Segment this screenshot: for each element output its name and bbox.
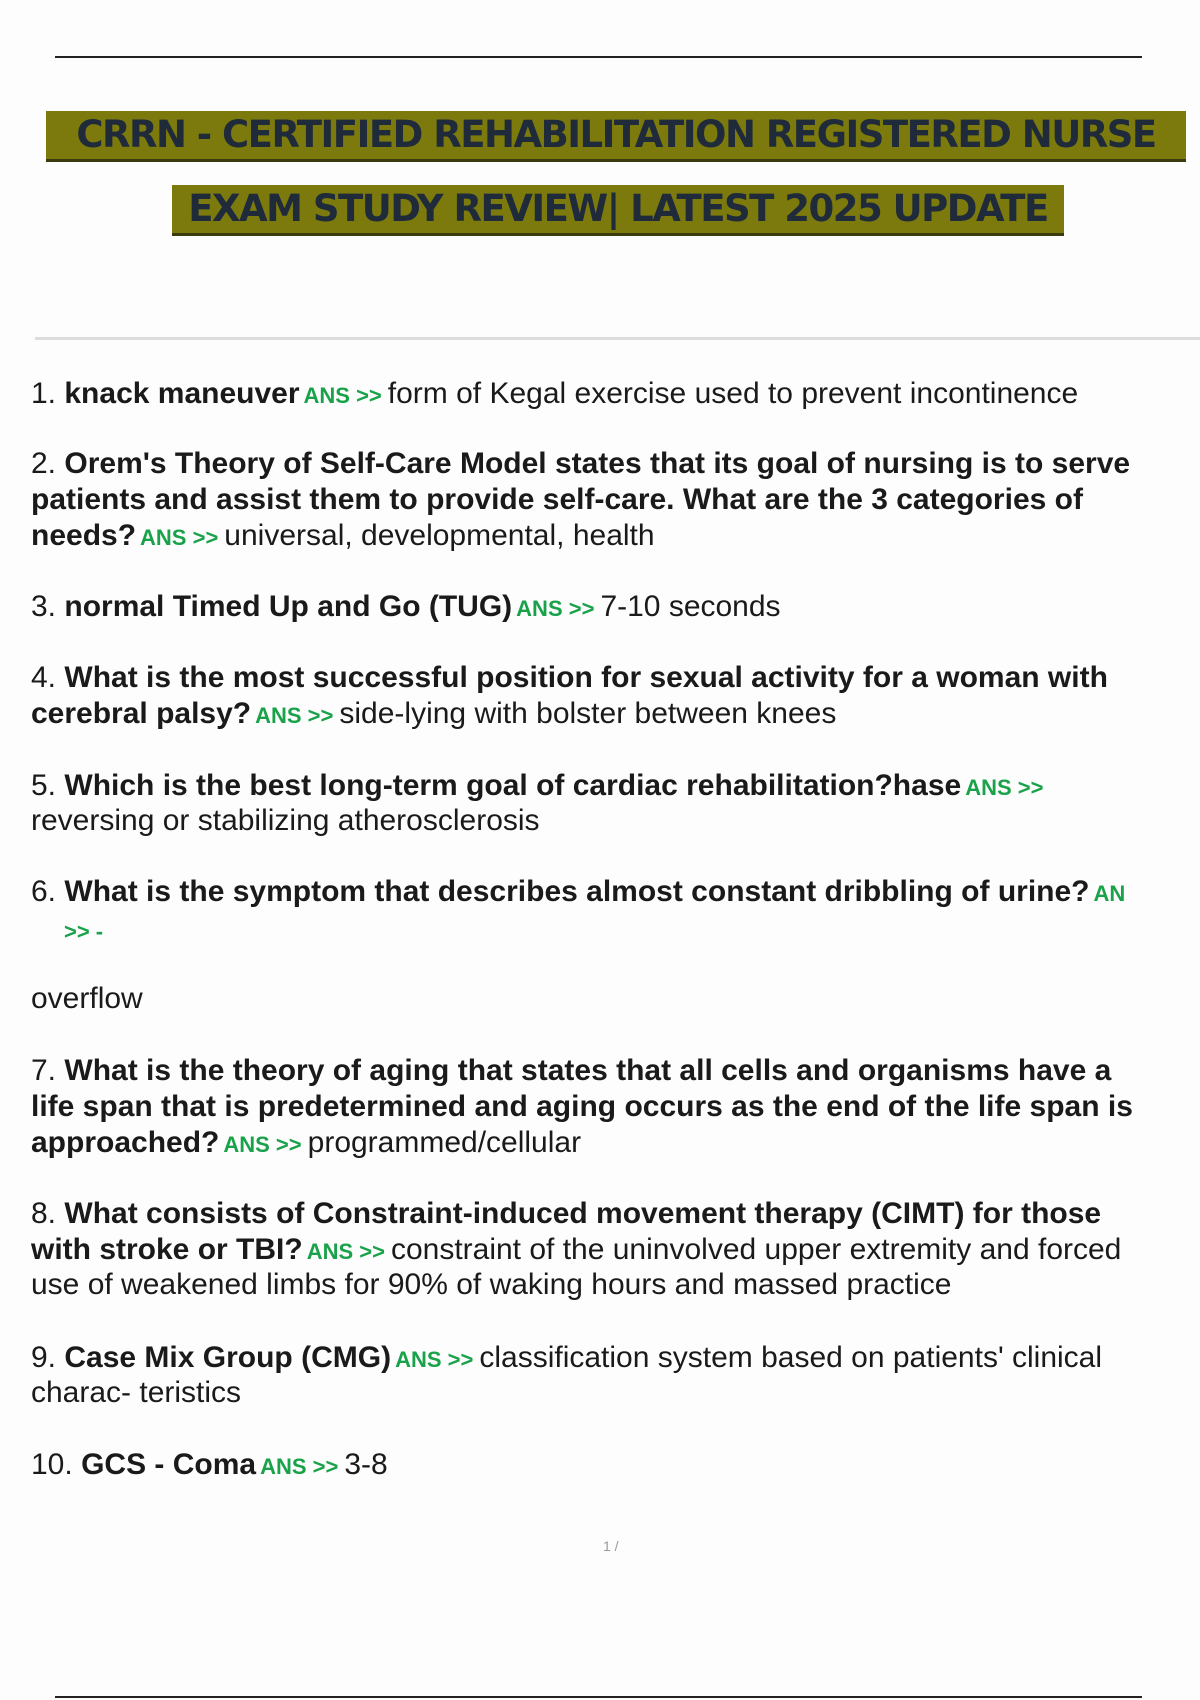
section-divider: [35, 337, 1200, 340]
question-text: Orem's Theory of Self-Care Model states that its goal of nursing is to serve: [64, 447, 1131, 480]
answer-text: side-lying with bolster between knees: [339, 697, 837, 730]
qa-item-2: 2. Orem's Theory of Self-Care Model states that its goal of nursing is to serve: [31, 447, 1131, 480]
header-rule: [55, 56, 1142, 58]
question-text: Which is the best long-term goal of cardiac rehabilitation?hase: [64, 769, 962, 802]
qa-item-1: 1. knack maneuver ANS >> form of Kegal exercise used to prevent incontinence: [31, 377, 1079, 410]
qa-item-7-line-2: [31, 1089, 1200, 1125]
qa-item-2-line-2: [31, 482, 1200, 518]
footer-rule: [55, 1696, 1142, 1698]
answer-text: 3-8: [344, 1448, 388, 1481]
answer-text: reversing or stabilizing atherosclerosis: [31, 804, 540, 837]
question-text: What is the theory of aging that states that all cells and organisms have a: [64, 1054, 1112, 1087]
qa-item-8: 8. What consists of Constraint-induced movement therapy (CIMT) for those: [31, 1197, 1102, 1230]
qa-item-7: 7. What is the theory of aging that states that all cells and organisms have a: [31, 1054, 1112, 1087]
qa-item-7-line-3: [31, 1125, 1200, 1163]
answer-text: overflow: [31, 982, 143, 1015]
ans-marker: ANS >>: [303, 383, 382, 408]
question-text: needs?: [31, 519, 137, 552]
document-title-line-2: EXAM STUDY REVIEW| LATEST 2025 UPDATE: [172, 185, 1064, 236]
ans-marker: ANS >>: [306, 1239, 385, 1264]
question-text: What is the most successful position for sexual activity for a woman with: [64, 661, 1108, 694]
document-title-line-1: CRRN - CERTIFIED REHABILITATION REGISTERED NURSE: [46, 111, 1186, 162]
question-text: approached?: [31, 1126, 220, 1159]
ans-marker: ANS >>: [260, 1454, 339, 1479]
qa-item-10: 10. GCS - Coma ANS >> 3-8: [31, 1448, 388, 1481]
qa-item-6: 6. What is the symptom that describes almost constant dribbling of urine? AN: [31, 875, 1126, 908]
ans-marker: AN: [1093, 881, 1126, 906]
answer-text: programmed/cellular: [307, 1126, 582, 1159]
question-text: knack maneuver: [64, 377, 300, 410]
question-text: life span that is predetermined and aging occurs as the end of the life span is: [31, 1090, 1133, 1123]
question-text: What consists of Constraint-induced movement therapy (CIMT) for those: [64, 1197, 1102, 1230]
answer-text: universal, developmental, health: [224, 519, 655, 552]
answer-text: constraint of the uninvolved upper extremity and forced: [390, 1233, 1122, 1266]
answer-text: classification system based on patients' clinical: [479, 1341, 1103, 1374]
question-text: What is the symptom that describes almost constant dribbling of urine?: [64, 875, 1090, 908]
qa-item-6-ans-continued: [64, 912, 1200, 950]
qa-item-3: 3. normal Timed Up and Go (TUG) ANS >> 7-10 seconds: [31, 590, 781, 623]
ans-marker: ANS >>: [965, 775, 1044, 800]
question-text: GCS - Coma: [81, 1448, 257, 1481]
qa-item-4-line-2: [31, 696, 1200, 734]
answer-text: use of weakened limbs for 90% of waking hours and massed practice: [31, 1268, 952, 1301]
question-text: normal Timed Up and Go (TUG): [64, 590, 513, 623]
question-text: cerebral palsy?: [31, 697, 252, 730]
qa-item-5: 5. Which is the best long-term goal of cardiac rehabilitation?hase ANS >>: [31, 769, 1044, 802]
answer-text: charac- teristics: [31, 1376, 242, 1409]
qa-item-8-line-2: [31, 1232, 1200, 1270]
page-number: 1 /: [603, 1538, 619, 1554]
qa-item-4: 4. What is the most successful position for sexual activity for a woman with: [31, 661, 1108, 694]
ans-marker: >> -: [64, 919, 104, 944]
ans-marker: ANS >>: [516, 596, 595, 621]
question-text: patients and assist them to provide self-care. What are the 3 categories of: [31, 483, 1083, 516]
ans-marker: ANS >>: [395, 1347, 474, 1372]
question-text: Case Mix Group (CMG): [64, 1341, 392, 1374]
qa-item-9: 9. Case Mix Group (CMG) ANS >> classification system based on patients' clinical: [31, 1341, 1103, 1374]
ans-marker: ANS >>: [255, 703, 334, 728]
answer-text: 7-10 seconds: [600, 590, 781, 623]
ans-marker: ANS >>: [140, 525, 219, 550]
ans-marker: ANS >>: [223, 1132, 302, 1157]
answer-text: form of Kegal exercise used to prevent incontinence: [387, 377, 1079, 410]
qa-item-2-line-3: [31, 518, 1200, 556]
question-text: with stroke or TBI?: [31, 1233, 303, 1266]
